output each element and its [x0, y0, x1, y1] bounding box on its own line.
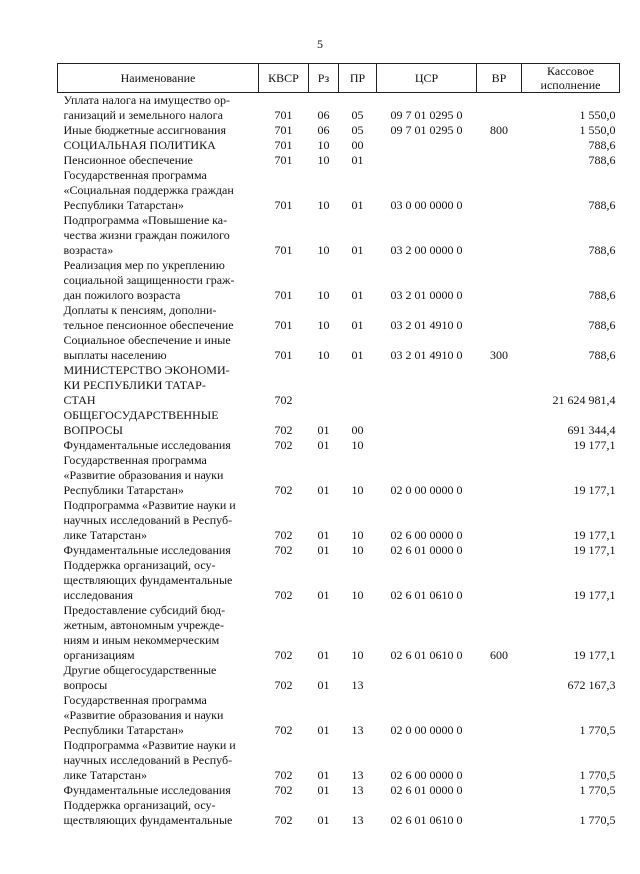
table-row: [58, 123, 620, 138]
row-pr: 10: [351, 648, 364, 662]
row-csr: [377, 438, 477, 453]
row-rz: 10: [317, 243, 330, 257]
row-name: [58, 93, 259, 124]
row-rz: 01: [317, 783, 330, 797]
row-vr: [477, 663, 522, 693]
row-name-line: Фундаментальные исследования: [63, 438, 231, 452]
row-rz: 01: [317, 813, 330, 827]
row-vr: [477, 783, 522, 798]
row-name-line: Подпрограмма «Развитие науки и: [63, 738, 236, 752]
budget-table: [57, 63, 620, 828]
row-pr: [339, 363, 377, 408]
row-pr: 10: [351, 588, 364, 602]
row-sum: 19 177,1: [573, 588, 616, 602]
row-vr: [477, 693, 522, 738]
row-rz: 10: [317, 198, 330, 212]
row-vr: [477, 93, 522, 124]
row-kvsr: 701: [274, 108, 293, 122]
row-csr: 03 2 00 0000 0: [390, 243, 463, 257]
row-pr: 01: [351, 153, 364, 167]
row-kvsr: 702: [274, 528, 293, 542]
row-rz: [309, 363, 339, 408]
row-name: [58, 213, 259, 258]
row-vr: [477, 498, 522, 543]
row-name-line: СОЦИАЛЬНАЯ ПОЛИТИКА: [63, 138, 216, 152]
row-csr: 03 2 01 0000 0: [390, 288, 463, 302]
row-csr: 03 2 01 4910 0: [390, 348, 463, 362]
row-vr: [477, 153, 522, 168]
table-row: [58, 168, 620, 213]
row-name-line: организациям: [63, 648, 135, 662]
row-sum: 19 177,1: [573, 438, 616, 452]
row-name: [58, 543, 259, 558]
row-sum: 788,6: [588, 318, 616, 332]
row-vr: 800: [490, 123, 508, 137]
row-kvsr: 702: [274, 723, 293, 737]
table-row: [58, 303, 620, 333]
row-sum: 19 177,1: [573, 543, 616, 557]
row-pr: 13: [351, 678, 364, 692]
row-sum: 1 550,0: [579, 123, 616, 137]
row-kvsr: 702: [274, 438, 293, 452]
row-pr: 01: [351, 243, 364, 257]
row-pr: 05: [351, 123, 364, 137]
row-csr: 03 0 00 0000 0: [390, 198, 463, 212]
row-sum: 788,6: [588, 138, 616, 152]
table-row: [58, 783, 620, 798]
row-rz: 01: [317, 543, 330, 557]
row-name-line: Республики Татарстан»: [63, 723, 184, 737]
row-kvsr: 702: [274, 768, 293, 782]
row-name-line: Поддержка организаций, осу-: [63, 798, 216, 812]
row-kvsr: 702: [274, 543, 293, 557]
row-kvsr: 701: [274, 318, 293, 332]
row-vr: [477, 408, 522, 438]
row-name-line: Поддержка организаций, осу-: [63, 558, 216, 572]
table-row: [58, 453, 620, 498]
row-vr: [477, 738, 522, 783]
row-name-line: «Социальная поддержка граждан: [63, 183, 234, 197]
row-csr: 02 6 01 0000 0: [390, 543, 463, 557]
table-row: [58, 498, 620, 543]
row-sum: 19 177,1: [573, 528, 616, 542]
table-row: [58, 408, 620, 438]
row-pr: 01: [351, 348, 364, 362]
row-csr: 03 2 01 4910 0: [390, 318, 463, 332]
row-rz: 10: [317, 288, 330, 302]
row-name: [58, 408, 259, 438]
table-row: [58, 138, 620, 153]
row-name: [58, 138, 259, 153]
row-name-line: ществляющих фундаментальные: [63, 813, 233, 827]
row-kvsr: 702: [274, 483, 293, 497]
row-csr: 09 7 01 0295 0: [390, 123, 463, 137]
row-name-line: Другие общегосударственные: [63, 663, 217, 677]
row-rz: 06: [317, 123, 330, 137]
header-vr: ВР: [477, 64, 522, 93]
row-name-line: ществляющих фундаментальные: [63, 573, 233, 587]
row-name-line: Государственная программа: [63, 453, 207, 467]
table-row: [58, 258, 620, 303]
row-name-line: Республики Татарстан»: [63, 198, 184, 212]
row-name-line: Государственная программа: [63, 168, 207, 182]
row-kvsr: 701: [274, 288, 293, 302]
header-kvsr: КВСР: [259, 64, 309, 93]
row-name: [58, 798, 259, 828]
row-name: [58, 168, 259, 213]
row-name: [58, 783, 259, 798]
row-rz: 10: [317, 138, 330, 152]
row-kvsr: 701: [274, 138, 293, 152]
row-name-line: ОБЩЕГОСУДАРСТВЕННЫЕ: [63, 408, 219, 422]
row-name-line: Доплаты к пенсиям, дополни-: [63, 303, 217, 317]
row-name-line: научных исследований в Респуб-: [63, 753, 233, 767]
table-row: [58, 93, 620, 124]
row-kvsr: 701: [274, 348, 293, 362]
table-body: [58, 93, 620, 829]
row-rz: 10: [317, 348, 330, 362]
header-csr: ЦСР: [377, 64, 477, 93]
row-csr: 02 6 01 0610 0: [390, 648, 463, 662]
row-vr: [477, 798, 522, 828]
row-rz: 10: [317, 318, 330, 332]
row-rz: 01: [317, 528, 330, 542]
row-rz: 01: [317, 483, 330, 497]
row-pr: 13: [351, 813, 364, 827]
row-name-line: МИНИСТЕРСТВО ЭКОНОМИ-: [63, 363, 230, 377]
row-name-line: дан пожилого возраста: [63, 288, 181, 302]
row-name: [58, 738, 259, 783]
table-row: [58, 543, 620, 558]
row-pr: 10: [351, 528, 364, 542]
row-sum: 19 177,1: [573, 648, 616, 662]
row-pr: 01: [351, 318, 364, 332]
row-rz: 01: [317, 438, 330, 452]
row-name-line: Уплата налога на имущество ор-: [63, 93, 230, 107]
row-sum: 672 167,3: [567, 678, 616, 692]
row-name-line: Иные бюджетные ассигнования: [63, 123, 226, 137]
row-vr: 600: [490, 648, 508, 662]
table-row: [58, 363, 620, 408]
row-csr: 02 6 01 0610 0: [390, 813, 463, 827]
row-name-line: ВОПРОСЫ: [63, 423, 123, 437]
row-name-line: Республики Татарстан»: [63, 483, 184, 497]
row-name-line: Фундаментальные исследования: [63, 783, 231, 797]
row-name-line: Подпрограмма «Повышение ка-: [63, 213, 228, 227]
row-pr: 01: [351, 288, 364, 302]
row-csr: [377, 408, 477, 438]
row-vr: [477, 168, 522, 213]
table-row: [58, 333, 620, 363]
row-rz: 01: [317, 678, 330, 692]
row-name-line: научных исследований в Респуб-: [63, 513, 233, 527]
row-vr: [477, 363, 522, 408]
row-name-line: Реализация мер по укреплению: [63, 258, 225, 272]
row-name-line: жетным, автономным учрежде-: [63, 618, 225, 632]
row-name-line: социальной защищенности граж-: [63, 273, 235, 287]
row-kvsr: 702: [274, 393, 293, 407]
row-kvsr: 701: [274, 198, 293, 212]
row-name: [58, 693, 259, 738]
row-csr: 09 7 01 0295 0: [390, 108, 463, 122]
row-sum: 788,6: [588, 153, 616, 167]
row-kvsr: 702: [274, 678, 293, 692]
row-csr: 02 6 01 0000 0: [390, 783, 463, 797]
header-pr: ПР: [339, 64, 377, 93]
row-sum: 1 770,5: [579, 723, 616, 737]
row-pr: 13: [351, 768, 364, 782]
row-csr: 02 6 00 0000 0: [390, 768, 463, 782]
row-name: [58, 303, 259, 333]
table-row: [58, 603, 620, 663]
row-pr: 00: [351, 423, 364, 437]
row-pr: 13: [351, 783, 364, 797]
row-name-line: выплаты населению: [63, 348, 167, 362]
row-name-line: ганизаций и земельного налога: [63, 108, 223, 122]
row-vr: [477, 453, 522, 498]
row-name: [58, 123, 259, 138]
row-kvsr: 702: [274, 783, 293, 797]
row-name-line: исследования: [63, 588, 134, 602]
row-pr: 00: [351, 138, 364, 152]
row-name: [58, 363, 259, 408]
row-name: [58, 258, 259, 303]
row-pr: 05: [351, 108, 364, 122]
row-name-line: СТАН: [63, 393, 96, 407]
row-vr: [477, 303, 522, 333]
row-kvsr: 702: [274, 588, 293, 602]
row-name: [58, 603, 259, 663]
table-row: [58, 693, 620, 738]
row-csr: 02 6 00 0000 0: [390, 528, 463, 542]
row-name-line: вопросы: [63, 678, 108, 692]
row-name-line: Подпрограмма «Развитие науки и: [63, 498, 236, 512]
row-vr: [477, 213, 522, 258]
row-name: [58, 153, 259, 168]
table-row: [58, 213, 620, 258]
table-row: [58, 738, 620, 783]
row-sum: 788,6: [588, 348, 616, 362]
row-name-line: Фундаментальные исследования: [63, 543, 231, 557]
table-row: [58, 663, 620, 693]
row-name-line: Пенсионное обеспечение: [63, 153, 193, 167]
row-name-line: чества жизни граждан пожилого: [63, 228, 230, 242]
row-name-line: КИ РЕСПУБЛИКИ ТАТАР-: [63, 378, 206, 392]
row-pr: 10: [351, 438, 364, 452]
row-csr: 02 0 00 0000 0: [390, 723, 463, 737]
row-sum: 21 624 981,4: [552, 393, 616, 407]
row-name-line: «Развитие образования и науки: [63, 468, 224, 482]
row-sum: 788,6: [588, 198, 616, 212]
row-kvsr: 701: [274, 153, 293, 167]
row-name-line: лике Татарстан»: [63, 528, 147, 542]
row-kvsr: 702: [274, 813, 293, 827]
header-rz: Рз: [309, 64, 339, 93]
row-sum: 1 770,5: [579, 768, 616, 782]
row-name-line: тельное пенсионное обеспечение: [63, 318, 234, 332]
row-name-line: ниям и иным некоммерческим: [63, 633, 220, 647]
table-row: [58, 798, 620, 828]
row-sum: 1 550,0: [579, 108, 616, 122]
row-sum: 691 344,4: [567, 423, 616, 437]
row-name-line: «Развитие образования и науки: [63, 708, 224, 722]
row-name-line: лике Татарстан»: [63, 768, 147, 782]
row-sum: 1 770,5: [579, 783, 616, 797]
row-kvsr: 702: [274, 648, 293, 662]
table-header-row: [58, 64, 620, 93]
row-rz: 01: [317, 423, 330, 437]
row-kvsr: 701: [274, 123, 293, 137]
row-pr: 10: [351, 543, 364, 557]
row-name: [58, 453, 259, 498]
row-pr: 10: [351, 483, 364, 497]
row-kvsr: 702: [274, 423, 293, 437]
row-rz: 01: [317, 648, 330, 662]
row-rz: 01: [317, 588, 330, 602]
row-vr: [477, 258, 522, 303]
row-vr: [477, 558, 522, 603]
row-rz: 10: [317, 153, 330, 167]
row-rz: 06: [317, 108, 330, 122]
row-csr: [377, 363, 477, 408]
table-row: [58, 438, 620, 453]
row-name-line: Государственная программа: [63, 693, 207, 707]
page-number: 5: [317, 37, 323, 51]
row-pr: 13: [351, 723, 364, 737]
row-csr: [377, 663, 477, 693]
row-name-line: Предоставление субсидий бюд-: [63, 603, 226, 617]
row-sum: 788,6: [588, 243, 616, 257]
row-sum: 1 770,5: [579, 813, 616, 827]
row-name-line: возраста»: [63, 243, 114, 257]
row-vr: [477, 543, 522, 558]
row-vr: 300: [490, 348, 508, 362]
row-kvsr: 701: [274, 243, 293, 257]
header-name: Наименование: [58, 64, 259, 93]
row-vr: [477, 438, 522, 453]
row-name: [58, 558, 259, 603]
row-rz: 01: [317, 723, 330, 737]
row-rz: 01: [317, 768, 330, 782]
row-name: [58, 498, 259, 543]
row-csr: 02 6 01 0610 0: [390, 588, 463, 602]
table-row: [58, 558, 620, 603]
table-row: [58, 153, 620, 168]
row-sum: 788,6: [588, 288, 616, 302]
row-sum: 19 177,1: [573, 483, 616, 497]
row-name-line: Социальное обеспечение и иные: [63, 333, 231, 347]
row-name: [58, 663, 259, 693]
row-csr: [377, 138, 477, 153]
header-sum: Кассовое исполнение: [522, 64, 620, 93]
row-vr: [477, 138, 522, 153]
row-csr: [377, 153, 477, 168]
row-csr: 02 0 00 0000 0: [390, 483, 463, 497]
row-name: [58, 438, 259, 453]
row-pr: 01: [351, 198, 364, 212]
row-name: [58, 333, 259, 363]
